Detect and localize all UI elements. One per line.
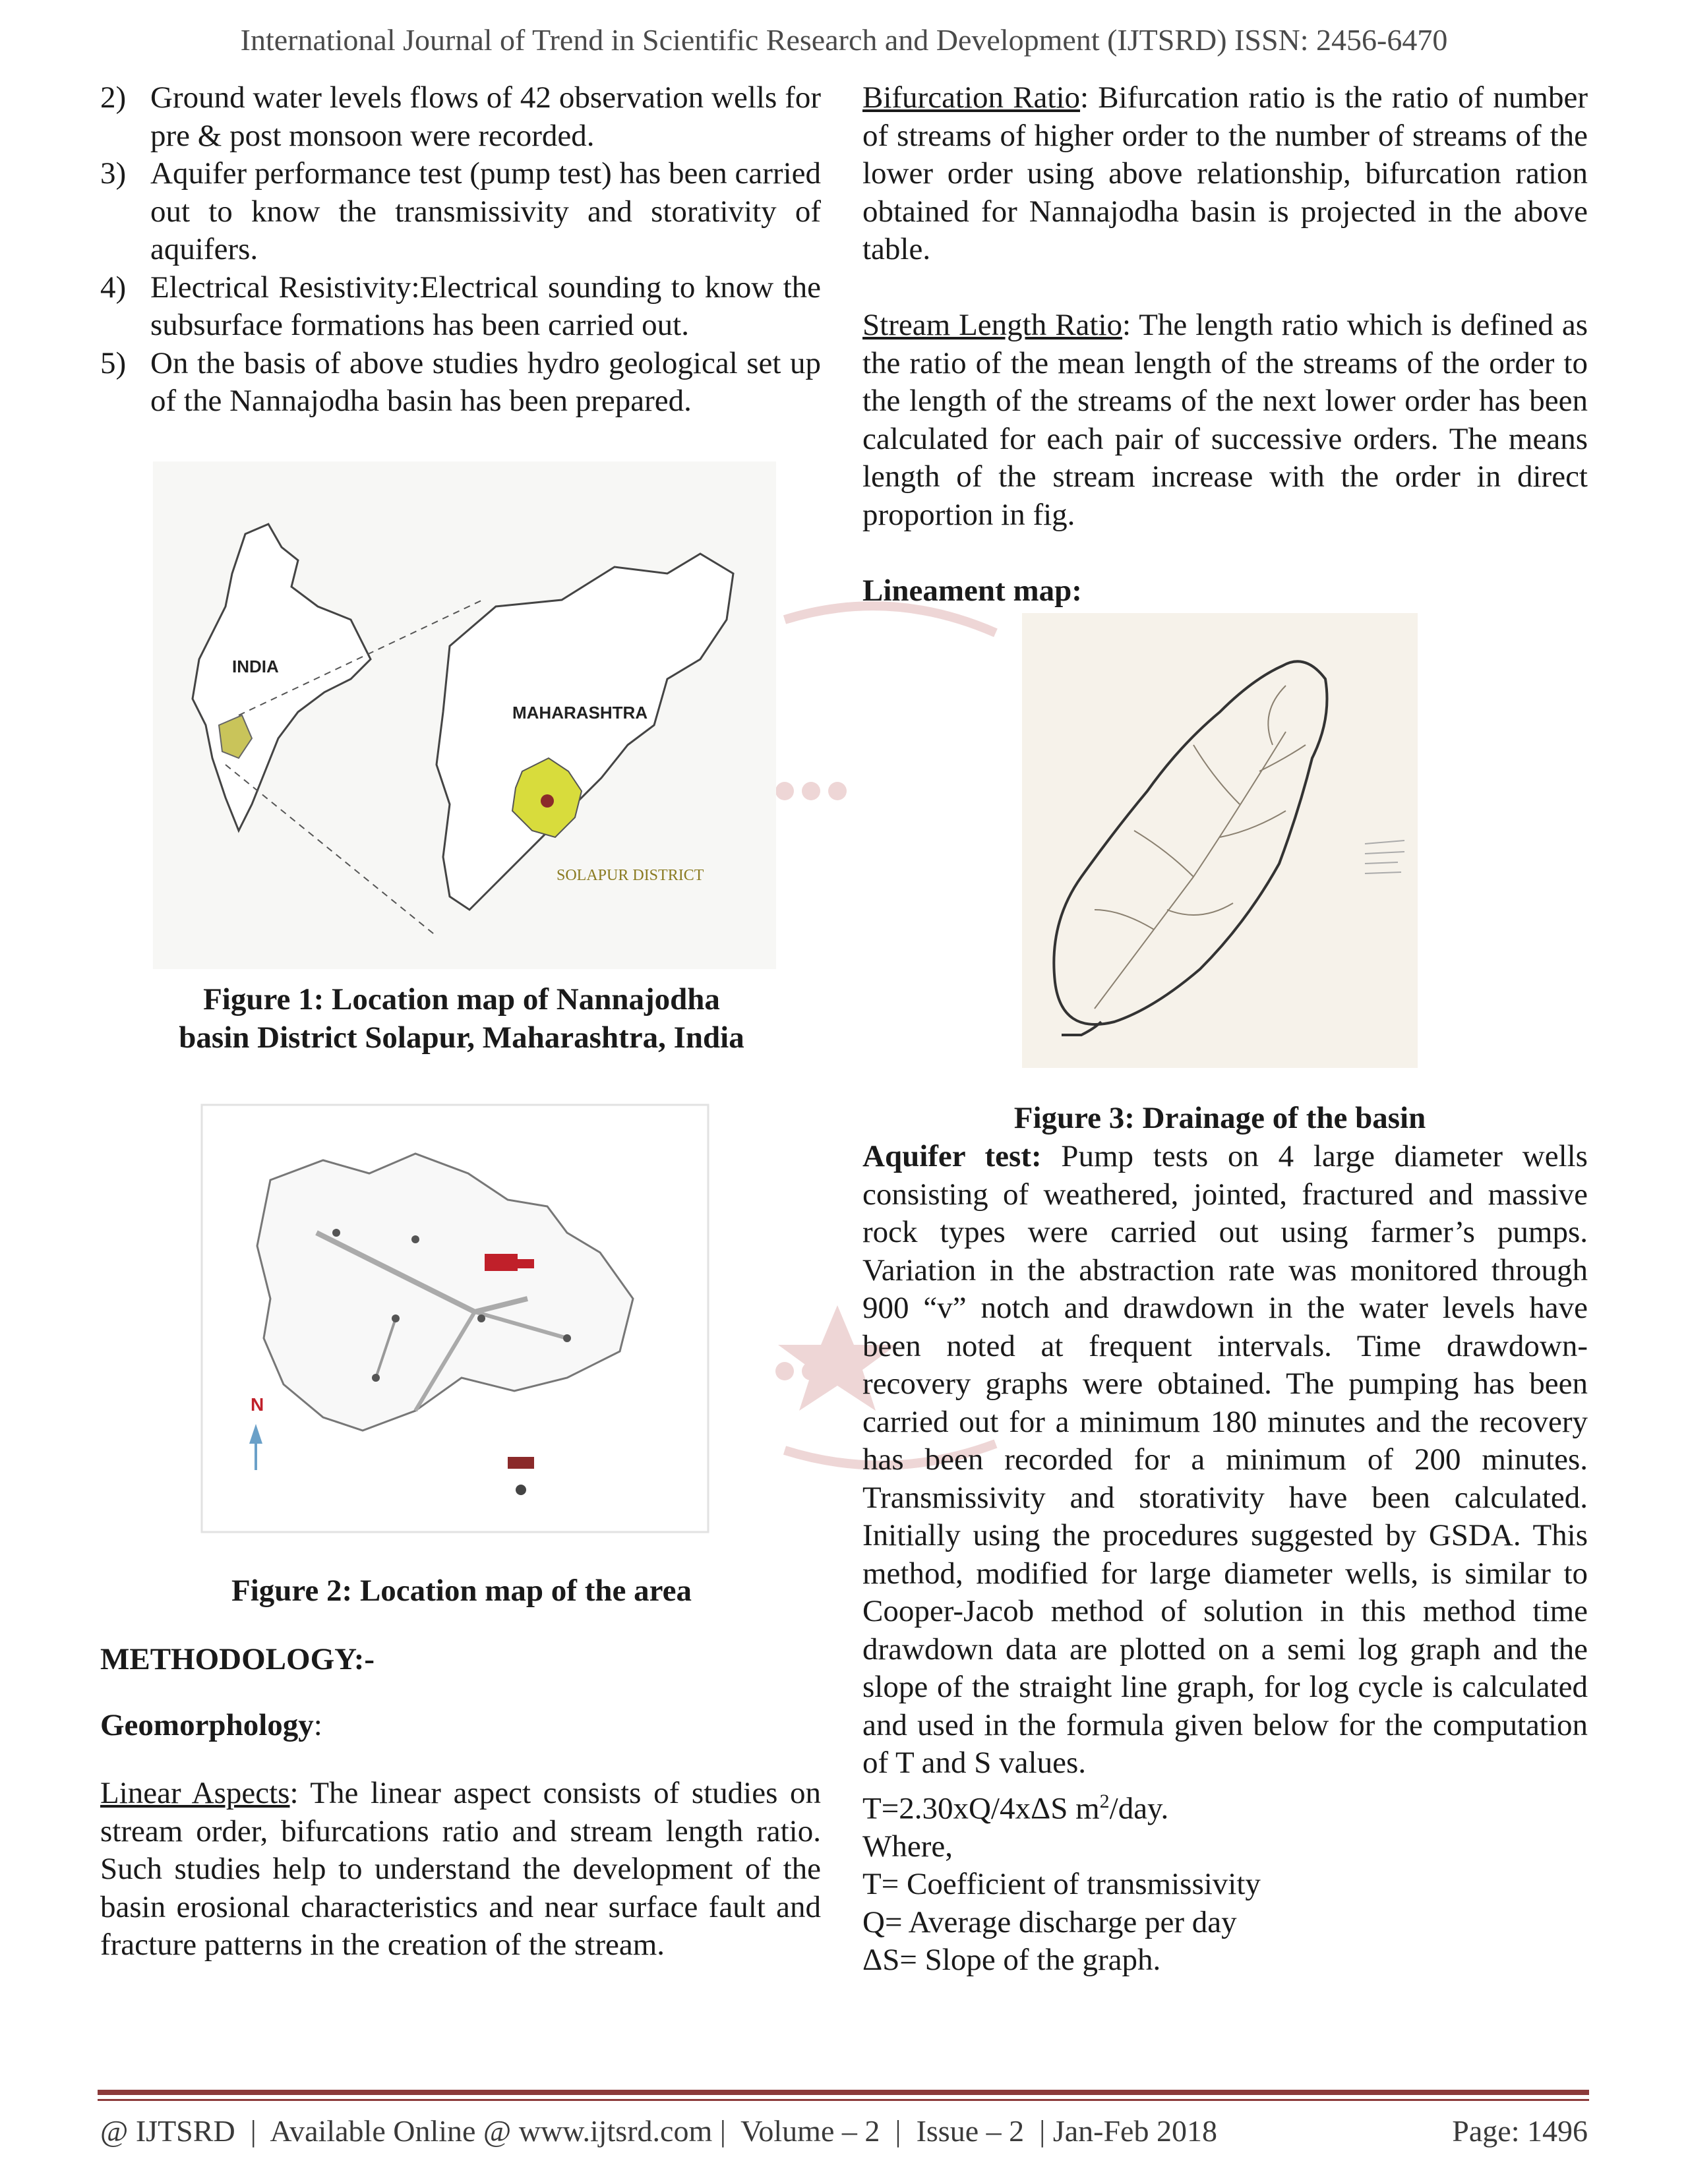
north-arrow-label: N xyxy=(251,1394,264,1415)
definition-t: T= Coefficient of transmissivity xyxy=(862,1867,1261,1902)
figure-3-drainage xyxy=(1022,613,1418,1068)
geomorphology-heading xyxy=(100,1707,322,1743)
caption-line: basin District Solapur, Maharashtra, India xyxy=(179,1020,744,1055)
list-number: 5) xyxy=(100,345,127,380)
list-number: 3) xyxy=(100,156,127,191)
where-label: Where, xyxy=(862,1829,953,1864)
bifurcation-label: Bifurcation Ratio xyxy=(862,80,1081,115)
list-item xyxy=(100,269,821,345)
formula-superscript: 2 xyxy=(1099,1790,1110,1812)
geomorphology-colon: : xyxy=(313,1708,322,1742)
aquifer-test-paragraph xyxy=(862,1138,1588,1783)
page-number: Page: 1496 xyxy=(1452,2114,1588,2148)
linear-aspects-text: : The linear aspect consists of studies on stream order, bifurcations ratio and stream length ratio. Such studies help to understand the development of the basin erosional characteristics and near surface fault and fracture patterns in the creation of the stream. xyxy=(100,1776,821,1962)
stream-length-paragraph xyxy=(862,307,1588,534)
linear-aspects-label: Linear Aspects xyxy=(100,1776,290,1810)
list-number: 4) xyxy=(100,270,127,305)
list-text: Aquifer performance test (pump test) has been carried out to know the transmissivity and storativity of aquifers. xyxy=(150,156,821,266)
caption-line: Figure 1: Location map of Nannajodha xyxy=(203,982,720,1017)
figure-1-caption xyxy=(132,981,791,1057)
footer-rule xyxy=(98,2090,1589,2095)
list-item xyxy=(100,79,821,155)
page-footer xyxy=(100,2113,1588,2148)
formula-text: T=2.30xQ/4xΔS m xyxy=(862,1791,1100,1826)
bifurcation-text: : Bifurcation ratio is the ratio of number of streams of higher order to the number of streams of the lower order using above relationship, bifurcation ration obtained for Nannajodha basin is projected in the above table. xyxy=(862,80,1588,266)
formula xyxy=(862,1783,1588,1828)
list-item xyxy=(100,345,821,421)
definition-delta-s: ΔS= Slope of the graph. xyxy=(862,1943,1161,1978)
label-maharashtra: MAHARASHTRA xyxy=(512,703,648,723)
definition-q: Q= Average discharge per day xyxy=(862,1904,1237,1939)
formula-tail: /day. xyxy=(1109,1791,1169,1826)
figure-3-caption: Figure 3: Drainage of the basin xyxy=(1013,1101,1426,1135)
label-solapur-district: SOLAPUR DISTRICT xyxy=(557,867,704,884)
drainage-basin-image xyxy=(1022,613,1418,1068)
aquifer-test-text: Pump tests on 4 large diameter wells consisting of weathered, jointed, fractured and massive rock types were carried out using farmer’s pumps. Variation in the abstraction rate was monitored through 900 “v” notch and drawdown in the water levels have been noted at frequent intervals. Time drawdown-recovery graphs were obtained. The pumping has been carried out for a minimum 180 minutes and the recovery has been recorded for a minimum of 200 minutes. Transmissivity and storativity have been calculated. Initially using the procedures suggested by GSDA. This method, modified for large diameter wells, is similar to Cooper-Jacob method of solution in this method time drawdown data are plotted on a semi log graph and the slope of the straight line graph, for log cycle is calculated and used in the formula given below for the computation of T and S values. xyxy=(862,1139,1588,1780)
right-column-top xyxy=(862,79,1588,610)
methodology-heading: METHODOLOGY:- xyxy=(100,1642,375,1676)
area-map-image xyxy=(198,1101,712,1536)
footer-rule-thin xyxy=(98,2099,1589,2101)
india-maharashtra-map-image xyxy=(153,461,776,969)
right-column-bottom xyxy=(862,1138,1588,1980)
geomorphology-label: Geomorphology xyxy=(100,1708,314,1742)
list-number: 2) xyxy=(100,80,127,115)
aquifer-test-label: Aquifer test: xyxy=(862,1139,1042,1173)
linear-aspects-paragraph xyxy=(100,1775,821,1964)
bifurcation-paragraph xyxy=(862,79,1588,269)
methods-list xyxy=(100,79,821,421)
figure-1-location-map xyxy=(153,461,776,969)
list-item xyxy=(100,155,821,269)
stream-length-label: Stream Length Ratio xyxy=(862,308,1123,342)
legend-study-area-swatch xyxy=(508,1457,534,1469)
label-india: INDIA xyxy=(232,657,279,676)
list-text: On the basis of above studies hydro geological set up of the Nannajodha basin has been prepared. xyxy=(150,345,821,418)
lineament-heading: Lineament map: xyxy=(862,573,1082,608)
figure-2-location-map xyxy=(198,1101,712,1536)
list-text: Electrical Resistivity:Electrical sounding to know the subsurface formations has been carried out. xyxy=(150,270,821,342)
legend-village-marker xyxy=(516,1485,526,1495)
left-column-list xyxy=(100,79,821,421)
footer-journal-info: @ IJTSRD | Available Online @ www.ijtsrd.com | Volume – 2 | Issue – 2 | Jan-Feb 2018 xyxy=(100,2114,1217,2148)
figure-2-caption: Figure 2: Location map of the area xyxy=(231,1574,692,1608)
stream-length-text: : The length ratio which is defined as the ratio of the mean length of the streams of the order to the length of the streams of the next lower order has been calculated for each pair of successive orders. The means length of the stream increase with the order in direct proportion in fig. xyxy=(862,308,1588,532)
list-text: Ground water levels flows of 42 observation wells for pre & post monsoon were recorded. xyxy=(150,80,821,153)
running-header: International Journal of Trend in Scientific Research and Development (IJTSRD) ISSN: 2456-6470 xyxy=(240,23,1448,57)
